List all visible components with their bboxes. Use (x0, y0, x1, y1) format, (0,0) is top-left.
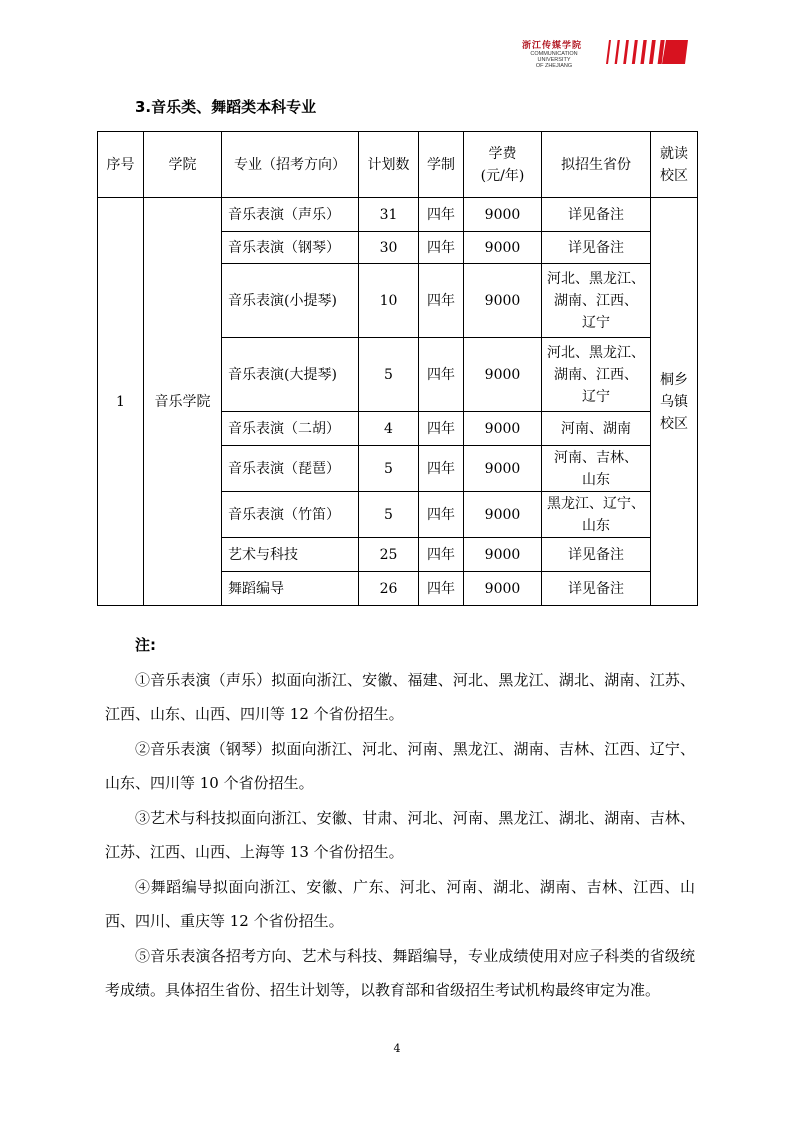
provinces-cell: 河北、黑龙江、 湖南、江西、 辽宁 (542, 338, 651, 412)
header-provinces: 拟招生省份 (542, 132, 651, 198)
fee-cell: 9000 (464, 538, 542, 572)
duration-cell: 四年 (419, 492, 464, 538)
note-5: ⑤音乐表演各招考方向、艺术与科技、舞蹈编导，专业成绩使用对应子科类的省级统考成绩。具体招生省份、招生计划等，以教育部和省级招生考试机构最终审定为准。 (105, 946, 695, 999)
provinces-cell: 黑龙江、辽宁、 山东 (542, 492, 651, 538)
provinces-cell: 河南、湖南 (542, 412, 651, 446)
header-college: 学院 (144, 132, 222, 198)
major-cell: 艺术与科技 (222, 538, 359, 572)
plan-cell: 30 (359, 232, 419, 264)
fee-cell: 9000 (464, 264, 542, 338)
duration-cell: 四年 (419, 572, 464, 606)
major-cell: 音乐表演(大提琴) (222, 338, 359, 412)
provinces-cell: 河南、吉林、 山东 (542, 446, 651, 492)
major-cell: 音乐表演（竹笛） (222, 492, 359, 538)
table-header-row (98, 132, 698, 198)
logo-english-line-1: COMMUNICATION (530, 51, 578, 57)
fee-cell: 9000 (464, 232, 542, 264)
duration-cell: 四年 (419, 338, 464, 412)
college-cell: 音乐学院 (144, 198, 222, 606)
note-4: ④舞蹈编导拟面向浙江、安徽、广东、河北、河南、湖北、湖南、吉林、江西、山西、四川、重庆等 12 个省份招生。 (105, 877, 695, 930)
logo-english-line-2: UNIVERSITY (537, 57, 571, 63)
fee-cell: 9000 (464, 572, 542, 606)
major-cell: 音乐表演(小提琴) (222, 264, 359, 338)
plan-cell: 5 (359, 446, 419, 492)
plan-cell: 10 (359, 264, 419, 338)
duration-cell: 四年 (419, 446, 464, 492)
header-major: 专业（招考方向） (222, 132, 359, 198)
majors-table (97, 131, 698, 606)
major-cell: 音乐表演（二胡） (222, 412, 359, 446)
fee-cell: 9000 (464, 338, 542, 412)
logo-stripes-icon (604, 38, 688, 66)
logo-chinese-name: 浙江传媒学院 (522, 41, 583, 51)
campus-cell: 桐乡 乌镇 校区 (651, 198, 698, 606)
duration-cell: 四年 (419, 264, 464, 338)
major-cell: 舞蹈编导 (222, 572, 359, 606)
header-plan: 计划数 (359, 132, 419, 198)
major-cell: 音乐表演（琵琶） (222, 446, 359, 492)
page-number: 4 (393, 1042, 401, 1055)
plan-cell: 5 (359, 492, 419, 538)
provinces-cell: 详见备注 (542, 232, 651, 264)
duration-cell: 四年 (419, 538, 464, 572)
duration-cell: 四年 (419, 232, 464, 264)
header-duration: 学制 (419, 132, 464, 198)
fee-cell: 9000 (464, 446, 542, 492)
plan-cell: 31 (359, 198, 419, 232)
notes-title: 注: (135, 636, 156, 654)
provinces-cell: 详见备注 (542, 538, 651, 572)
logo-text (522, 38, 602, 69)
logo-english-line-3: OF ZHEJIANG (535, 63, 573, 69)
note-3: ③艺术与科技拟面向浙江、安徽、甘肃、河北、河南、黑龙江、湖北、湖南、吉林、江苏、江西、山西、上海等 13 个省份招生。 (105, 808, 695, 861)
note-1: ①音乐表演（声乐）拟面向浙江、安徽、福建、河北、黑龙江、湖北、湖南、江苏、江西、山东、山西、四川等 12 个省份招生。 (105, 670, 695, 723)
provinces-cell: 详见备注 (542, 572, 651, 606)
duration-cell: 四年 (419, 198, 464, 232)
provinces-cell: 详见备注 (542, 198, 651, 232)
header-seq: 序号 (98, 132, 144, 198)
plan-cell: 26 (359, 572, 419, 606)
duration-cell: 四年 (419, 412, 464, 446)
plan-cell: 25 (359, 538, 419, 572)
major-cell: 音乐表演（钢琴） (222, 232, 359, 264)
plan-cell: 4 (359, 412, 419, 446)
fee-cell: 9000 (464, 198, 542, 232)
fee-cell: 9000 (464, 412, 542, 446)
seq-cell: 1 (98, 198, 144, 606)
provinces-cell: 河北、黑龙江、 湖南、江西、 辽宁 (542, 264, 651, 338)
note-2: ②音乐表演（钢琴）拟面向浙江、河北、河南、黑龙江、湖南、吉林、江西、辽宁、山东、四川等 10 个省份招生。 (105, 739, 695, 792)
header-fee: 学费 (元/年) (464, 132, 542, 198)
header-campus: 就读 校区 (651, 132, 698, 198)
notes-section (105, 628, 695, 1008)
table-row (98, 198, 698, 232)
plan-cell: 5 (359, 338, 419, 412)
university-logo (522, 36, 690, 70)
section-title: 3.音乐类、舞蹈类本科专业 (135, 98, 317, 116)
fee-cell: 9000 (464, 492, 542, 538)
major-cell: 音乐表演（声乐） (222, 198, 359, 232)
